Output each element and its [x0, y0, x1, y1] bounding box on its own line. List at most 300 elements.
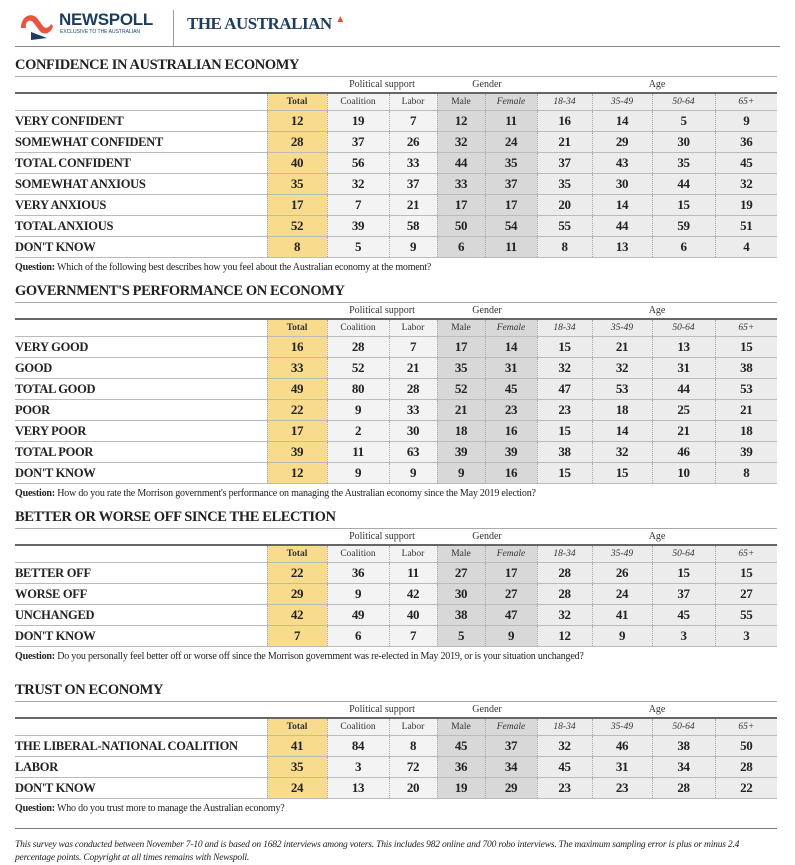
- table-row: [15, 736, 777, 757]
- cell-value: 35: [267, 174, 327, 195]
- poll-section: [15, 47, 777, 273]
- cell-value: 32: [537, 605, 592, 626]
- column-header: Labor: [389, 93, 437, 111]
- cell-value: 23: [485, 400, 537, 421]
- cell-value: 7: [327, 195, 389, 216]
- cell-value: 30: [652, 132, 715, 153]
- cell-value: 9: [327, 400, 389, 421]
- cell-value: 14: [485, 337, 537, 358]
- cell-value: 28: [389, 379, 437, 400]
- column-header: Coalition: [327, 718, 389, 736]
- cell-value: 24: [485, 132, 537, 153]
- cell-value: 37: [327, 132, 389, 153]
- cell-value: 9: [327, 584, 389, 605]
- cell-value: 8: [537, 237, 592, 258]
- cell-value: 13: [327, 778, 389, 799]
- cell-value: 35: [267, 757, 327, 778]
- table-row: [15, 626, 777, 647]
- cell-value: 54: [485, 216, 537, 237]
- cell-value: 13: [592, 237, 652, 258]
- masthead: [15, 0, 780, 47]
- cell-value: 12: [267, 463, 327, 484]
- row-label: VERY GOOD: [15, 337, 267, 358]
- cell-value: 27: [437, 563, 485, 584]
- poll-sections: [0, 47, 795, 829]
- row-label: TOTAL ANXIOUS: [15, 216, 267, 237]
- section-title: BETTER OR WORSE OFF SINCE THE ELECTION: [15, 499, 777, 529]
- cell-value: 8: [715, 463, 777, 484]
- group-political-support: Political support: [327, 77, 437, 93]
- cell-value: 31: [485, 358, 537, 379]
- column-header: 18-34: [537, 545, 592, 563]
- cell-value: 28: [537, 584, 592, 605]
- column-header: 50-64: [652, 93, 715, 111]
- section-title: TRUST ON ECONOMY: [15, 672, 777, 702]
- question-label: Question:: [15, 488, 55, 499]
- cell-value: 30: [592, 174, 652, 195]
- column-header: 65+: [715, 545, 777, 563]
- cell-value: 53: [715, 379, 777, 400]
- question: [15, 799, 777, 814]
- group-gender: Gender: [437, 702, 537, 718]
- cell-value: 33: [437, 174, 485, 195]
- cell-value: 11: [485, 237, 537, 258]
- cell-value: 2: [327, 421, 389, 442]
- cell-value: 9: [327, 463, 389, 484]
- column-header: Coalition: [327, 545, 389, 563]
- poll-table: [15, 702, 777, 799]
- group-age: Age: [537, 702, 777, 718]
- newspoll-brand: NEWSPOLL: [59, 10, 153, 29]
- cell-value: 37: [485, 174, 537, 195]
- cell-value: 43: [592, 153, 652, 174]
- cell-value: 59: [652, 216, 715, 237]
- cell-value: 7: [267, 626, 327, 647]
- poll-table: [15, 77, 777, 258]
- cell-value: 36: [327, 563, 389, 584]
- group-political-support: Political support: [327, 702, 437, 718]
- group-age: Age: [537, 529, 777, 545]
- cell-value: 17: [485, 563, 537, 584]
- cell-value: 45: [437, 736, 485, 757]
- cell-value: 21: [537, 132, 592, 153]
- cell-value: 11: [485, 111, 537, 132]
- cell-value: 31: [592, 757, 652, 778]
- group-header-row: [15, 77, 777, 93]
- cell-value: 35: [652, 153, 715, 174]
- cell-value: 18: [715, 421, 777, 442]
- australia-mark-icon: ▲: [335, 14, 345, 25]
- cell-value: 39: [715, 442, 777, 463]
- cell-value: 4: [715, 237, 777, 258]
- column-header: 18-34: [537, 319, 592, 337]
- cell-value: 46: [652, 442, 715, 463]
- cell-value: 16: [537, 111, 592, 132]
- cell-value: 37: [652, 584, 715, 605]
- cell-value: 30: [437, 584, 485, 605]
- column-header: 50-64: [652, 718, 715, 736]
- question-text: How do you rate the Morrison government's performance on managing the Australian economy since the May 2019 election?: [57, 488, 536, 499]
- column-header: Labor: [389, 319, 437, 337]
- group-header-row: [15, 702, 777, 718]
- row-label: VERY POOR: [15, 421, 267, 442]
- cell-value: 51: [715, 216, 777, 237]
- row-label: VERY CONFIDENT: [15, 111, 267, 132]
- column-header: Total: [267, 93, 327, 111]
- cell-value: 17: [485, 195, 537, 216]
- cell-value: 28: [327, 337, 389, 358]
- cell-value: 15: [537, 421, 592, 442]
- cell-value: 12: [267, 111, 327, 132]
- cell-value: 45: [652, 605, 715, 626]
- cell-value: 32: [537, 358, 592, 379]
- column-header: Coalition: [327, 93, 389, 111]
- cell-value: 24: [267, 778, 327, 799]
- row-label: POOR: [15, 400, 267, 421]
- cell-value: 18: [437, 421, 485, 442]
- question-label: Question:: [15, 262, 55, 273]
- cell-value: 37: [537, 153, 592, 174]
- cell-value: 17: [267, 195, 327, 216]
- row-label: GOOD: [15, 358, 267, 379]
- cell-value: 6: [652, 237, 715, 258]
- cell-value: 40: [267, 153, 327, 174]
- column-header: Total: [267, 718, 327, 736]
- cell-value: 52: [267, 216, 327, 237]
- cell-value: 34: [652, 757, 715, 778]
- cell-value: 11: [389, 563, 437, 584]
- cell-value: 38: [537, 442, 592, 463]
- cell-value: 9: [485, 626, 537, 647]
- column-header-row: [15, 718, 777, 736]
- cell-value: 26: [389, 132, 437, 153]
- cell-value: 52: [327, 358, 389, 379]
- spacer: [15, 662, 777, 672]
- question-text: Which of the following best describes how you feel about the Australian economy at the moment?: [57, 262, 432, 273]
- cell-value: 6: [327, 626, 389, 647]
- column-header: Female: [485, 545, 537, 563]
- poll-section: [15, 273, 777, 499]
- cell-value: 28: [267, 132, 327, 153]
- poll-table: [15, 303, 777, 484]
- cell-value: 6: [437, 237, 485, 258]
- cell-value: 7: [389, 626, 437, 647]
- row-label: BETTER OFF: [15, 563, 267, 584]
- cell-value: 16: [267, 337, 327, 358]
- row-label: DON'T KNOW: [15, 626, 267, 647]
- cell-value: 35: [485, 153, 537, 174]
- cell-value: 14: [592, 195, 652, 216]
- cell-value: 9: [389, 463, 437, 484]
- column-header: Total: [267, 545, 327, 563]
- group-gender: Gender: [437, 529, 537, 545]
- cell-value: 32: [592, 442, 652, 463]
- cell-value: 26: [592, 563, 652, 584]
- cell-value: 7: [389, 111, 437, 132]
- cell-value: 45: [485, 379, 537, 400]
- table-row: [15, 584, 777, 605]
- cell-value: 34: [485, 757, 537, 778]
- cell-value: 8: [267, 237, 327, 258]
- cell-value: 15: [537, 463, 592, 484]
- table-row: [15, 358, 777, 379]
- question-label: Question:: [15, 651, 55, 662]
- column-header: 50-64: [652, 545, 715, 563]
- cell-value: 3: [327, 757, 389, 778]
- cell-value: 84: [327, 736, 389, 757]
- cell-value: 40: [389, 605, 437, 626]
- group-header-row: [15, 529, 777, 545]
- table-row: [15, 778, 777, 799]
- cell-value: 33: [389, 400, 437, 421]
- column-header: Male: [437, 93, 485, 111]
- column-header: Labor: [389, 718, 437, 736]
- table-row: [15, 421, 777, 442]
- cell-value: 33: [389, 153, 437, 174]
- cell-value: 55: [537, 216, 592, 237]
- group-age: Age: [537, 77, 777, 93]
- group-gender: Gender: [437, 77, 537, 93]
- column-header: Male: [437, 718, 485, 736]
- cell-value: 36: [437, 757, 485, 778]
- cell-value: 47: [485, 605, 537, 626]
- column-header: Female: [485, 718, 537, 736]
- column-header: 65+: [715, 718, 777, 736]
- cell-value: 18: [592, 400, 652, 421]
- cell-value: 3: [652, 626, 715, 647]
- cell-value: 37: [485, 736, 537, 757]
- cell-value: 38: [437, 605, 485, 626]
- cell-value: 9: [715, 111, 777, 132]
- cell-value: 27: [715, 584, 777, 605]
- column-header: 65+: [715, 93, 777, 111]
- cell-value: 45: [537, 757, 592, 778]
- cell-value: 23: [537, 778, 592, 799]
- cell-value: 38: [652, 736, 715, 757]
- cell-value: 41: [267, 736, 327, 757]
- group-gender: Gender: [437, 303, 537, 319]
- cell-value: 53: [592, 379, 652, 400]
- cell-value: 12: [537, 626, 592, 647]
- table-row: [15, 195, 777, 216]
- row-label: TOTAL CONFIDENT: [15, 153, 267, 174]
- row-label: SOMEWHAT ANXIOUS: [15, 174, 267, 195]
- cell-value: 32: [592, 358, 652, 379]
- cell-value: 28: [715, 757, 777, 778]
- cell-value: 42: [389, 584, 437, 605]
- cell-value: 36: [715, 132, 777, 153]
- cell-value: 24: [592, 584, 652, 605]
- cell-value: 63: [389, 442, 437, 463]
- column-header-row: [15, 319, 777, 337]
- cell-value: 72: [389, 757, 437, 778]
- cell-value: 32: [537, 736, 592, 757]
- cell-value: 9: [592, 626, 652, 647]
- cell-value: 22: [267, 563, 327, 584]
- cell-value: 21: [389, 195, 437, 216]
- cell-value: 28: [652, 778, 715, 799]
- cell-value: 31: [652, 358, 715, 379]
- question-label: Question:: [15, 803, 55, 814]
- column-header: Male: [437, 545, 485, 563]
- cell-value: 20: [537, 195, 592, 216]
- cell-value: 44: [652, 174, 715, 195]
- cell-value: 11: [327, 442, 389, 463]
- cell-value: 58: [389, 216, 437, 237]
- question: [15, 484, 777, 499]
- cell-value: 5: [437, 626, 485, 647]
- column-header: 35-49: [592, 718, 652, 736]
- cell-value: 8: [389, 736, 437, 757]
- column-header-row: [15, 93, 777, 111]
- cell-value: 14: [592, 421, 652, 442]
- cell-value: 37: [389, 174, 437, 195]
- cell-value: 20: [389, 778, 437, 799]
- cell-value: 19: [327, 111, 389, 132]
- question: [15, 647, 777, 662]
- cell-value: 22: [267, 400, 327, 421]
- cell-value: 15: [715, 563, 777, 584]
- footnote: This survey was conducted between November 7-10 and is based on 1682 interviews among voters. This includes 982 online and 700 robo interviews. The maximum sampling error is plus or minus 2.4 percentage points. Copyright at all times remains with Newspoll.: [15, 840, 740, 863]
- row-label: WORSE OFF: [15, 584, 267, 605]
- cell-value: 35: [537, 174, 592, 195]
- row-label: UNCHANGED: [15, 605, 267, 626]
- cell-value: 21: [592, 337, 652, 358]
- table-row: [15, 463, 777, 484]
- cell-value: 16: [485, 421, 537, 442]
- newspoll-logo-icon: [19, 10, 55, 40]
- cell-value: 15: [652, 563, 715, 584]
- column-header: 18-34: [537, 718, 592, 736]
- cell-value: 32: [437, 132, 485, 153]
- cell-value: 44: [437, 153, 485, 174]
- column-header: Coalition: [327, 319, 389, 337]
- cell-value: 42: [267, 605, 327, 626]
- column-header-row: [15, 545, 777, 563]
- cell-value: 15: [537, 337, 592, 358]
- column-header: Female: [485, 93, 537, 111]
- newspoll-tagline: EXCLUSIVE TO THE AUSTRALIAN: [60, 29, 141, 35]
- cell-value: 15: [592, 463, 652, 484]
- table-row: [15, 132, 777, 153]
- cell-value: 23: [592, 778, 652, 799]
- column-header: Total: [267, 319, 327, 337]
- cell-value: 9: [389, 237, 437, 258]
- cell-value: 17: [437, 195, 485, 216]
- cell-value: 30: [389, 421, 437, 442]
- cell-value: 47: [537, 379, 592, 400]
- cell-value: 16: [485, 463, 537, 484]
- column-header: 35-49: [592, 319, 652, 337]
- group-political-support: Political support: [327, 529, 437, 545]
- cell-value: 32: [327, 174, 389, 195]
- cell-value: 19: [437, 778, 485, 799]
- group-political-support: Political support: [327, 303, 437, 319]
- cell-value: 17: [267, 421, 327, 442]
- cell-value: 14: [592, 111, 652, 132]
- cell-value: 50: [437, 216, 485, 237]
- question: [15, 258, 777, 273]
- cell-value: 49: [267, 379, 327, 400]
- cell-value: 29: [592, 132, 652, 153]
- row-label: DON'T KNOW: [15, 237, 267, 258]
- column-header: 18-34: [537, 93, 592, 111]
- cell-value: 29: [485, 778, 537, 799]
- publication-brand: [187, 14, 345, 34]
- cell-value: 12: [437, 111, 485, 132]
- group-age: Age: [537, 303, 777, 319]
- section-title: CONFIDENCE IN AUSTRALIAN ECONOMY: [15, 47, 777, 77]
- cell-value: 32: [715, 174, 777, 195]
- cell-value: 38: [715, 358, 777, 379]
- row-label: THE LIBERAL-NATIONAL COALITION: [15, 736, 267, 757]
- cell-value: 5: [652, 111, 715, 132]
- cell-value: 39: [327, 216, 389, 237]
- cell-value: 21: [652, 421, 715, 442]
- table-row: [15, 379, 777, 400]
- row-label: TOTAL GOOD: [15, 379, 267, 400]
- column-header: 65+: [715, 319, 777, 337]
- cell-value: 21: [389, 358, 437, 379]
- row-label: LABOR: [15, 757, 267, 778]
- cell-value: 55: [715, 605, 777, 626]
- cell-value: 39: [437, 442, 485, 463]
- poll-section: [15, 672, 777, 829]
- row-label: DON'T KNOW: [15, 778, 267, 799]
- cell-value: 13: [652, 337, 715, 358]
- question-text: Who do you trust more to manage the Australian economy?: [57, 803, 285, 814]
- cell-value: 33: [267, 358, 327, 379]
- cell-value: 45: [715, 153, 777, 174]
- cell-value: 25: [652, 400, 715, 421]
- table-row: [15, 605, 777, 626]
- cell-value: 3: [715, 626, 777, 647]
- table-row: [15, 337, 777, 358]
- table-row: [15, 237, 777, 258]
- cell-value: 27: [485, 584, 537, 605]
- cell-value: 7: [389, 337, 437, 358]
- cell-value: 5: [327, 237, 389, 258]
- cell-value: 50: [715, 736, 777, 757]
- publication-name: THE AUSTRALIAN: [187, 14, 332, 33]
- column-header: 50-64: [652, 319, 715, 337]
- cell-value: 28: [537, 563, 592, 584]
- table-row: [15, 563, 777, 584]
- divider: [15, 814, 777, 829]
- cell-value: 39: [485, 442, 537, 463]
- column-header: Labor: [389, 545, 437, 563]
- cell-value: 9: [437, 463, 485, 484]
- cell-value: 23: [537, 400, 592, 421]
- poll-table: [15, 529, 777, 647]
- row-label: TOTAL POOR: [15, 442, 267, 463]
- cell-value: 15: [652, 195, 715, 216]
- column-header: Male: [437, 319, 485, 337]
- divider: [173, 10, 174, 46]
- poll-section: [15, 499, 777, 672]
- cell-value: 52: [437, 379, 485, 400]
- table-row: [15, 111, 777, 132]
- cell-value: 21: [715, 400, 777, 421]
- cell-value: 41: [592, 605, 652, 626]
- table-row: [15, 153, 777, 174]
- row-label: SOMEWHAT CONFIDENT: [15, 132, 267, 153]
- cell-value: 44: [592, 216, 652, 237]
- table-row: [15, 400, 777, 421]
- table-row: [15, 174, 777, 195]
- cell-value: 39: [267, 442, 327, 463]
- cell-value: 46: [592, 736, 652, 757]
